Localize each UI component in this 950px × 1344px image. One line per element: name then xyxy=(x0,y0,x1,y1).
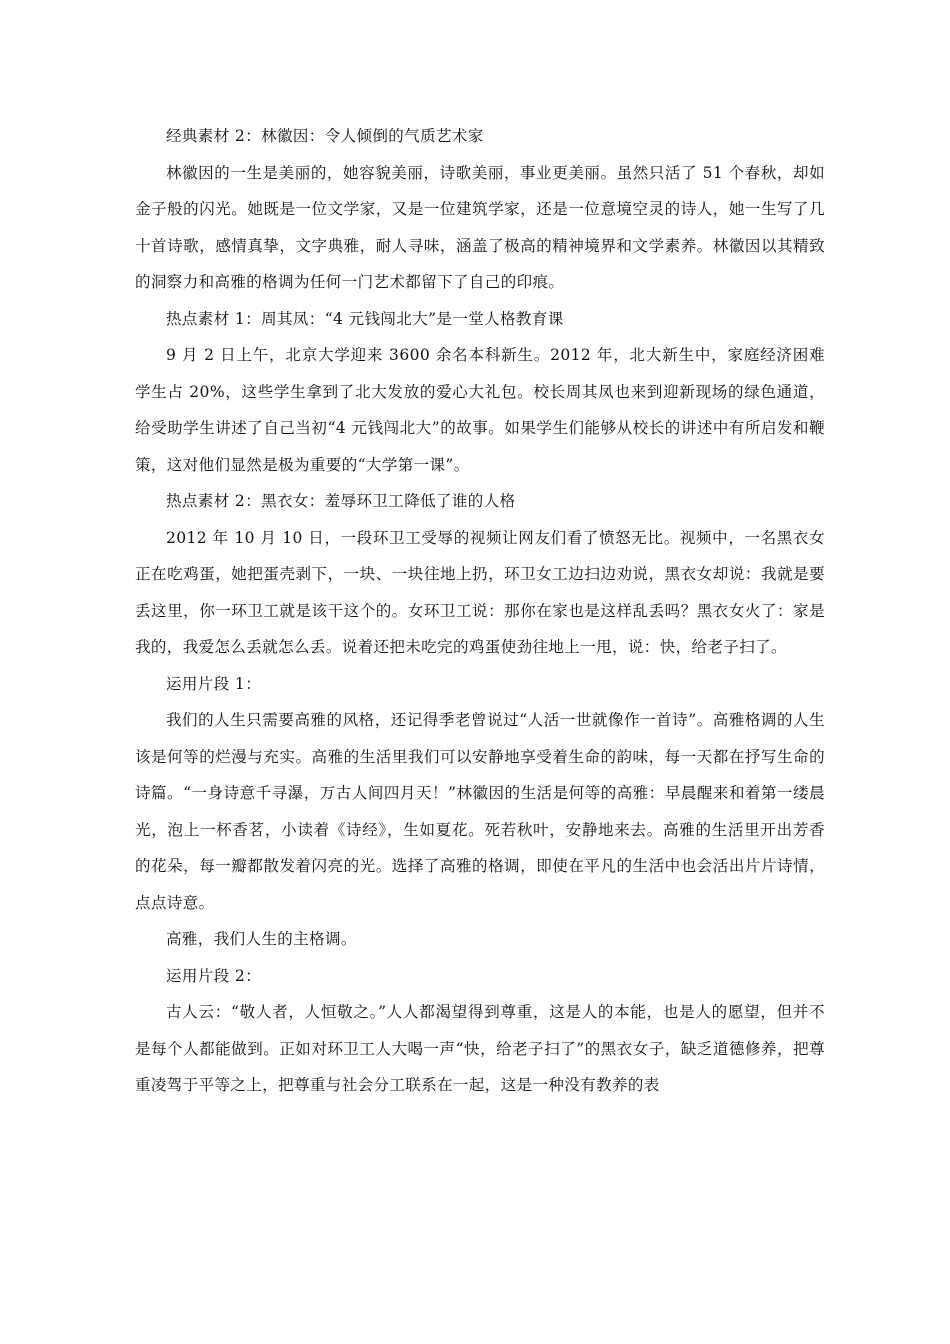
paragraph-main-tone: 高雅，我们人生的主格调。 xyxy=(166,930,357,948)
heading-hot-material-1: 热点素材 1：周其凤：“4 元钱闯北大”是一堂人格教育课 xyxy=(166,309,564,328)
heading-hot-material-2: 热点素材 2：黑衣女：羞辱环卫工降低了谁的人格 xyxy=(166,492,516,510)
heading-usage-fragment-2: 运用片段 2： xyxy=(166,966,262,985)
paragraph-black-clothes-woman: 2012 年 10 月 10 日，一段环卫工受辱的视频让网友们看了愤怒无比。视频中，一名黑衣女正在吃鸡蛋，她把蛋壳剥下，一块、一块往地上扔，环卫女工边扫边劝说，黑衣女却说：我就是要丢这里，你一环卫工就是该干这个的。女环卫工说：那你在家也是这样乱丢吗？黑衣女火了：家是我的，我爱怎么丢就怎么丢。说着还把未吃完的鸡蛋使劲往地上一甩，说：快，给老子扫了。 xyxy=(135,528,825,656)
paragraph-lin-huiyin: 林徽因的一生是美丽的，她容貌美丽，诗歌美丽，事业更美丽。虽然只活了 51 个春秋，却如金子般的闪光。她既是一位文学家，又是一位建筑学家，还是一位意境空灵的诗人，她一生写了几十首诗歌，感情真挚，文字典雅，耐人寻味，涵盖了极高的精神境界和文学素养。林徽因以其精致的洞察力和高雅的格调为任何一门艺术都留下了自己的印痕。 xyxy=(135,163,825,291)
paragraph-usage-fragment-2: 古人云：“敬人者，人恒敬之。”人人都渴望得到尊重，这是人的本能，也是人的愿望，但并不是每个人都能做到。正如对环卫工人大喝一声“快，给老子扫了”的黑衣女子，缺乏道德修养，把尊重凌驾于平等之上，把尊重与社会分工联系在一起，这是一种没有教养的表 xyxy=(135,1003,825,1094)
document-page xyxy=(135,118,825,1104)
paragraph-zhou-qifeng: 9 月 2 日上午，北京大学迎来 3600 余名本科新生。2012 年，北大新生中，家庭经济困难学生占 20%，这些学生拿到了北大发放的爱心大礼包。校长周其凤也来到迎新现场的绿色通道，给受助学生讲述了自己当初“4 元钱闯北大”的故事。如果学生们能够从校长的讲述中有所启发和鞭策，这对他们显然是极为重要的“大学第一课”。 xyxy=(135,346,825,474)
heading-usage-fragment-1: 运用片段 1： xyxy=(166,674,262,693)
heading-classic-material-2: 经典素材 2：林徽因：令人倾倒的气质艺术家 xyxy=(166,127,484,145)
paragraph-usage-fragment-1: 我们的人生只需要高雅的风格，还记得季老曾说过“人活一世就像作一首诗”。高雅格调的人生该是何等的烂漫与充实。高雅的生活里我们可以安静地享受着生命的韵味，每一天都在抒写生命的诗篇。“一身诗意千寻瀑，万古人间四月天！”林徽因的生活是何等的高雅：早晨醒来和着第一缕晨光，泡上一杯香茗，小读着《诗经》，生如夏花。死若秋叶，安静地来去。高雅的生活里开出芳香的花朵，每一瓣都散发着闪亮的光。选择了高雅的格调，即使在平凡的生活中也会活出片片诗情，点点诗意。 xyxy=(135,711,825,912)
